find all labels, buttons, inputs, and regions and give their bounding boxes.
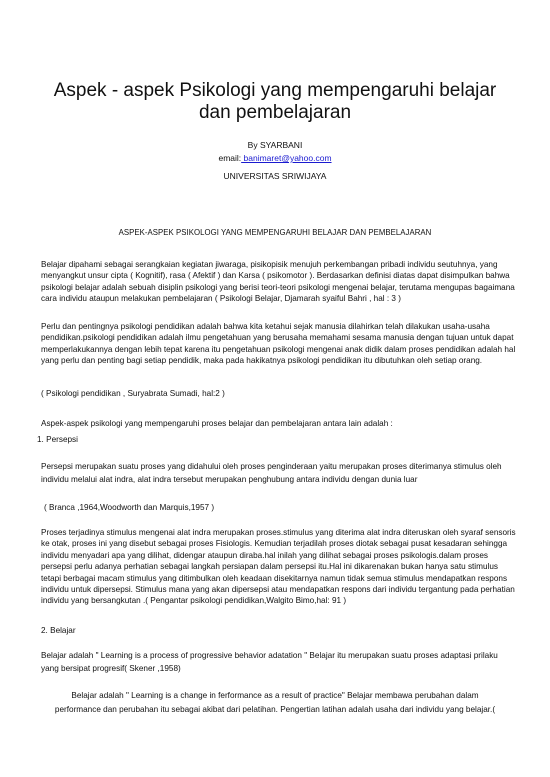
title-line-1: Aspek - aspek Psikologi yang mempengaruhi belajar bbox=[53, 80, 497, 101]
email-line bbox=[0, 153, 550, 163]
citation-2: ( Branca ,1964,Woodworth dan Marquis,1957 ) bbox=[44, 503, 215, 512]
paragraph-4: Proses terjadinya stimulus mengenai alat indra merupakan proses.stimulus yang diterima alat indra diteruskan oleh syaraf sensoris ke otak, proses ini yang disebut sebagai proses Fisiologis. Kemudian terjadilah proses diotak sebagai pusat kesadaran sehingga individu menyadari apa yang dilihat, didengar ataupun diraba.hal inilah yang dilihat sebagai proses psikologis.dalam proses persepsi perlu adanya perhatian sebagai langkah persiapan dalam persepsi itu.Hal ini dikarenakan bukan hanya satu stimulus tetapi berbagai macam stimulus yang ditimbulkan oleh keadaan disekitarnya namun tidak semua stimulus mendapatkan respons individu untuk dipersepsi. Stimulus mana yang akan dipersepsi atau mendapatkan respons dari individu tergantung pada perhatian individu yang bersangkutan .( Pengantar psikologi pendidikan,Walgito Bimo,hal: 91 ) bbox=[41, 528, 516, 606]
email-label: email: bbox=[218, 153, 242, 163]
paragraph-2: Perlu dan pentingnya psikologi pendidikan adalah bahwa kita ketahui sejak manusia dilahirkan telah dilakukan usaha-usaha pendidikan.psikologi pendidikan adalah ilmu pengetahuan yang berusaha memahami sesama manusia dengan tujuan untuk dapat memperlakukannya dengan lebih tepat karena itu pengetahuan psikologi mengenai anak didik dalam proses pendidikan adalah hal yang perlu dan penting bagi setiap pendidik, maka pada hakikatnya psikologi pendidikan itu dibutuhkan oleh setiap orang. bbox=[41, 322, 516, 366]
paragraph-1: Belajar dipahami sebagai serangkaian kegiatan jiwaraga, pisikopisik menujuh perkembangan pribadi individu seutuhnya, yang menyangkut unsur cipta ( Kognitif), rasa ( Afektif ) dan Karsa ( psikomotor ). Berdasarkan definisi diatas dapat disimpulkan bahwa psikologi belajar adalah sebuah disiplin psikologi yang berisi teori-teori psikologi mengenai belajar, terutama mengupas bagaimana cara individu ataupun melakukan pembelajaran ( Psikologi Belajar, Djamarah syaiful Bahri , hal : 3 ) bbox=[41, 260, 515, 304]
paragraph-6-line-2: performance dan perubahan itu sebagai akibat dari pelatihan. Pengertian latihan adalah usaha dari individu yang belajar.( bbox=[54, 705, 496, 714]
list-item-persepsi: 1. Persepsi bbox=[37, 435, 78, 444]
section-heading: ASPEK-ASPEK PSIKOLOGI YANG MEMPENGARUHI BELAJAR DAN PEMBELAJARAN bbox=[118, 228, 432, 237]
aspects-intro: Aspek-aspek psikologi yang mempengaruhi proses belajar dan pembelajaran antara lain adalah : bbox=[41, 419, 393, 428]
citation-1: ( Psikologi pendidikan , Suryabrata Sumadi, hal:2 ) bbox=[41, 389, 225, 398]
author-line: By SYARBANI bbox=[247, 140, 303, 150]
paragraph-6-line-1: Belajar adalah " Learning is a change in ferformance as a result of practice" Belajar membawa perubahan dalam bbox=[71, 691, 479, 700]
paragraph-5: Belajar adalah " Learning is a process of progressive behavior adatation " Belajar itu merupakan suatu proses adaptasi prilaku yang bersipat progresif( Skener ,1958) bbox=[41, 651, 498, 674]
document-title bbox=[20, 80, 530, 124]
email-link[interactable]: banimaret@yahoo.com bbox=[241, 153, 332, 163]
university-line: UNIVERSITAS SRIWIJAYA bbox=[223, 171, 327, 181]
list-item-belajar: 2. Belajar bbox=[41, 626, 76, 635]
title-line-2: dan pembelajaran bbox=[198, 102, 352, 123]
paragraph-3: Persepsi merupakan suatu proses yang didahului oleh proses penginderaan yaitu merupakan proses diterimanya stimulus oleh individu melalui alat indra, alat indra tersebut merupakan penghubung antara individu dengan dunia luar bbox=[41, 462, 502, 485]
